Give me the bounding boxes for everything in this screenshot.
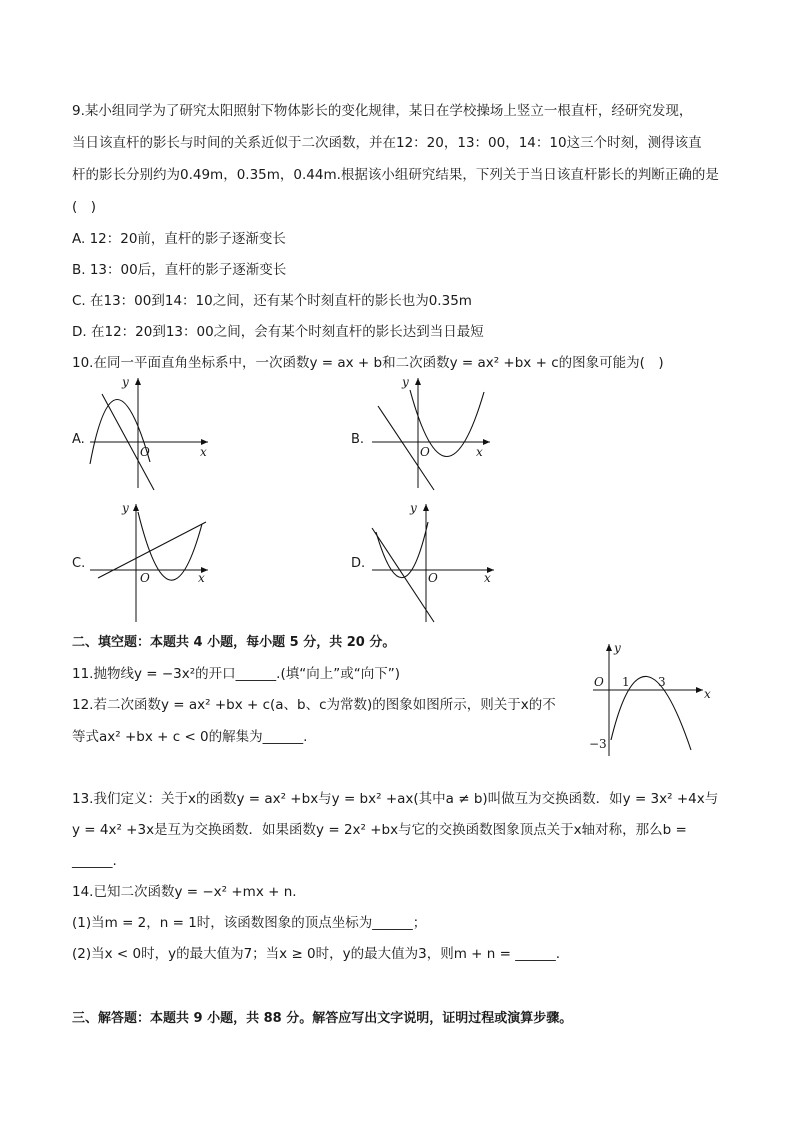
section-2-heading: 二、填空题：本题共 4 小题，每小题 5 分，共 20 分。	[72, 635, 396, 650]
q10-d-x-label: x	[484, 571, 491, 585]
q9-line-3: 杆的影长分别约为0.49m，0.35m，0.44m.根据该小组研究结果，下列关于当日该直杆影长的判断正确的是	[72, 167, 719, 183]
q10-c-y-label: y	[122, 501, 129, 515]
q9-option-b: B. 13：00后，直杆的影子逐渐变长	[72, 262, 287, 278]
q14-line-1: 14.已知二次函数y = −x² +mx + n.	[72, 884, 297, 900]
q9-option-a: A. 12：20前，直杆的影子逐渐变长	[72, 231, 286, 247]
q14-line-2: (1)当m = 2，n = 1时，该函数图象的顶点坐标为______；	[72, 915, 427, 931]
q12-x-label: x	[704, 687, 711, 701]
q10-b-origin: O	[420, 445, 430, 459]
q9-option-d: D. 在12：20到13：00之间，会有某个时刻直杆的影长达到当日最短	[72, 324, 484, 340]
q10-a-y-label: y	[122, 375, 129, 389]
q12-tick-3: 3	[658, 675, 666, 689]
q10-graph-d	[366, 498, 500, 624]
q10-option-b-label: B.	[351, 432, 365, 447]
q12-tick-neg-3: −3	[589, 737, 607, 751]
q10-a-x-label: x	[200, 445, 207, 459]
q12-tick-1: 1	[622, 675, 630, 689]
q10-b-y-label: y	[402, 375, 409, 389]
q10-stem: 10.在同一平面直角坐标系中，一次函数y = ax + b和二次函数y = ax² +bx + c的图象可能为( )	[72, 355, 664, 371]
q13-line-1: 13.我们定义：关于x的函数y = ax² +bx与y = bx² +ax(其中a ≠ b)叫做互为交换函数．如y = 3x² +4x与	[72, 791, 719, 807]
q10-a-origin: O	[140, 445, 150, 459]
q13-line-3: ______.	[72, 853, 117, 869]
q10-graph-c	[84, 498, 214, 624]
q11-text: 11.抛物线y = −3x²的开口______.(填“向上”或“向下”)	[72, 666, 400, 682]
q12-line-1: 12.若二次函数y = ax² +bx + c(a、b、c为常数)的图象如图所示，则关于x的不	[72, 697, 556, 713]
q12-graph	[585, 640, 715, 760]
q9-line-1: 9.某小组同学为了研究太阳照射下物体影长的变化规律，某日在学校操场上竖立一根直杆，经研究发现，	[72, 103, 693, 119]
q12-line-2: 等式ax² +bx + c < 0的解集为______.	[72, 729, 308, 745]
q10-option-a-label: A.	[72, 432, 85, 447]
q10-b-x-label: x	[476, 445, 483, 459]
q10-d-origin: O	[428, 571, 438, 585]
q12-y-label: y	[614, 641, 621, 655]
q9-paren: ( )	[72, 199, 97, 215]
q10-option-d-label: D.	[351, 556, 366, 571]
q10-graph-a	[84, 372, 214, 492]
q9-line-2: 当日该直杆的影长与时间的关系近似于二次函数，并在12：20，13：00，14：10这三个时刻，测得该直	[72, 135, 702, 151]
q10-c-origin: O	[140, 571, 150, 585]
q10-d-y-label: y	[410, 501, 417, 515]
q10-option-c-label: C.	[72, 556, 86, 571]
section-3-heading: 三、解答题：本题共 9 小题，共 88 分。解答应写出文字说明，证明过程或演算步骤。	[72, 1011, 573, 1026]
q12-origin: O	[594, 675, 604, 689]
q10-graph-b	[366, 372, 496, 492]
q10-c-x-label: x	[198, 571, 205, 585]
q14-line-3: (2)当x < 0时，y的最大值为7；当x ≥ 0时，y的最大值为3，则m + n = ______.	[72, 946, 561, 962]
q9-option-c: C. 在13：00到14：10之间，还有某个时刻直杆的影长也为0.35m	[72, 293, 472, 309]
q13-line-2: y = 4x² +3x是互为交换函数．如果函数y = 2x² +bx与它的交换函数图象顶点关于x轴对称，那么b =	[72, 822, 687, 838]
